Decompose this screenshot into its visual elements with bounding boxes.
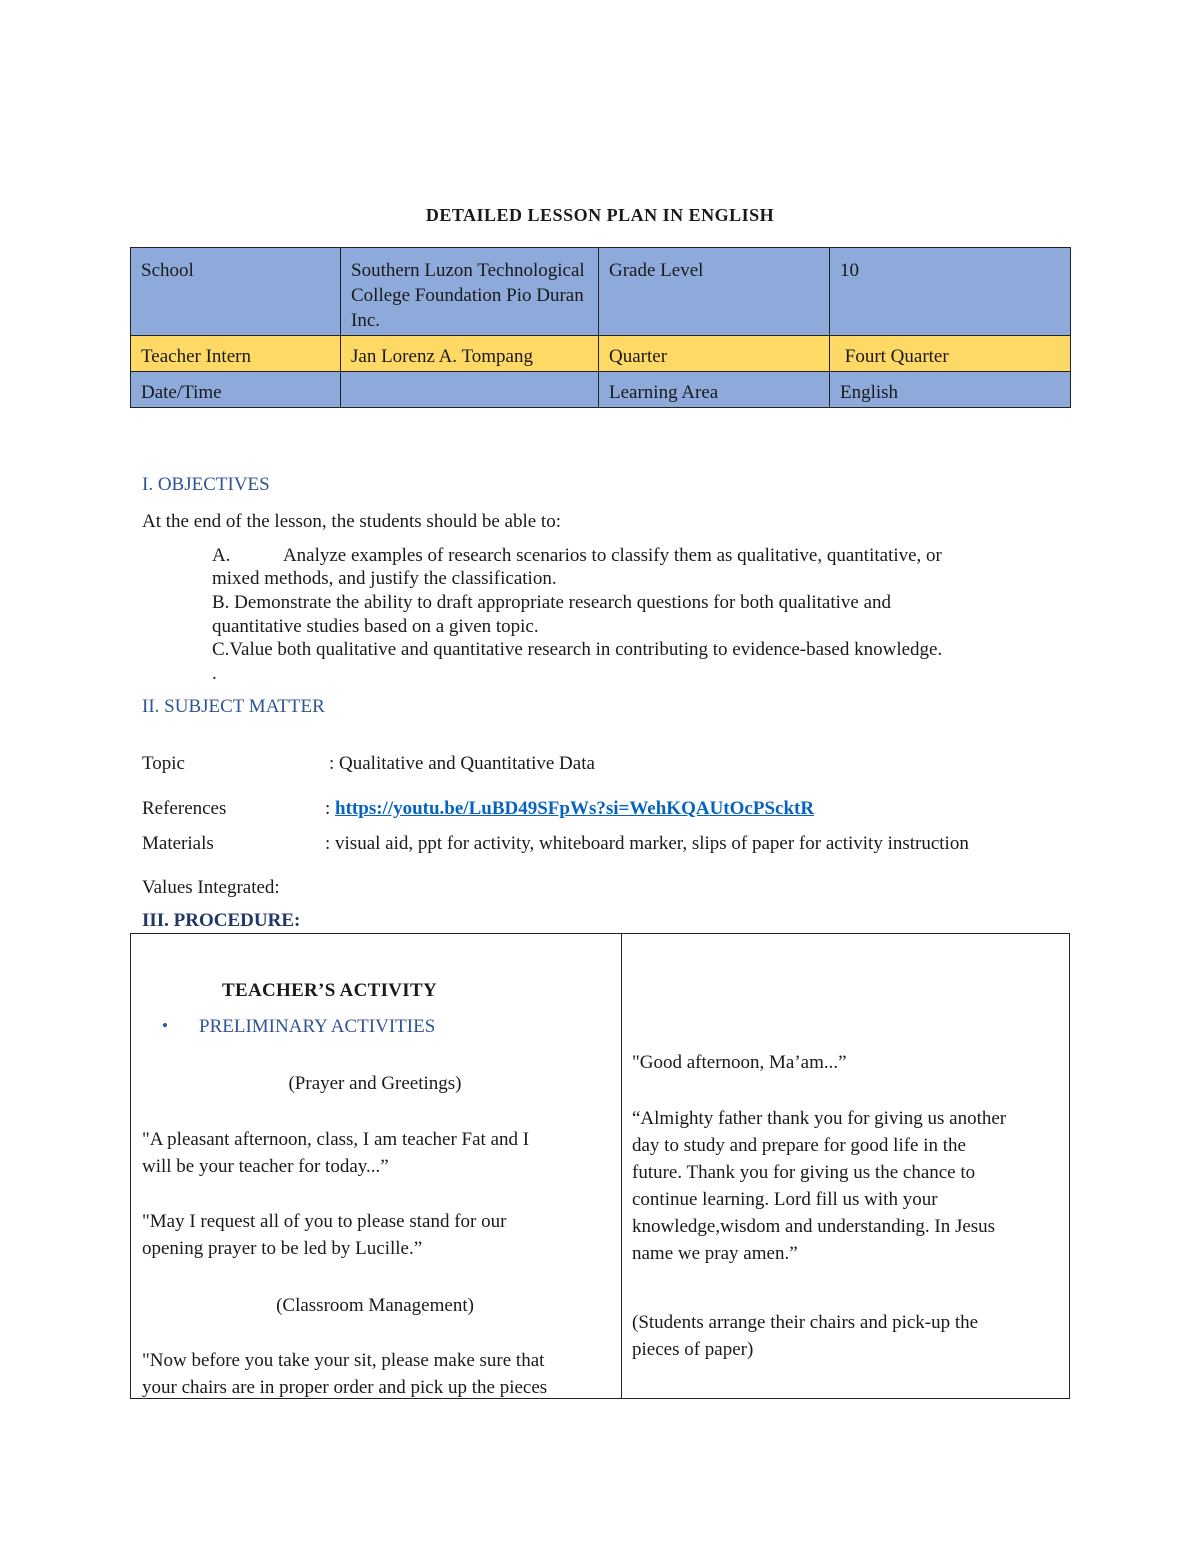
objective-a	[212, 544, 1062, 568]
info-cell: Fourt Quarter	[830, 336, 1071, 372]
table-row	[131, 336, 1071, 372]
teacher-activity-heading: TEACHER’S ACTIVITY	[222, 980, 437, 1001]
student-line: “Almighty father thank you for giving us another	[632, 1108, 1007, 1129]
preliminary-activities-heading: PRELIMINARY ACTIVITIES	[199, 1016, 436, 1037]
student-line: name we pray amen.”	[632, 1243, 798, 1264]
document-title: DETAILED LESSON PLAN IN ENGLISH	[425, 205, 775, 225]
references-label: References	[142, 798, 227, 819]
objective-b-continued: quantitative studies based on a given topic.	[212, 616, 539, 637]
objective-c: C.Value both qualitative and quantitative research in contributing to evidence-based knowledge.	[212, 639, 943, 660]
info-cell: Jan Lorenz A. Tompang	[341, 336, 599, 372]
references-link[interactable]: https://youtu.be/LuBD49SFpWs?si=WehKQAUtOcPScktR	[335, 798, 815, 819]
table-row	[131, 248, 1071, 336]
objective-b: B. Demonstrate the ability to draft appropriate research questions for both qualitative and	[212, 592, 892, 613]
topic-value: : Qualitative and Quantitative Data	[329, 753, 595, 774]
info-cell: Southern Luzon Technological College Foundation Pio Duran Inc.	[341, 248, 599, 336]
objective-trailing-dot: .	[212, 663, 217, 684]
info-cell: Grade Level	[599, 248, 830, 336]
info-cell: School	[131, 248, 341, 336]
student-line: (Students arrange their chairs and pick-up the	[632, 1312, 979, 1333]
table-row	[131, 372, 1071, 408]
lesson-info-table	[130, 247, 1071, 408]
classroom-management-label: (Classroom Management)	[276, 1295, 474, 1316]
topic-label: Topic	[142, 753, 185, 774]
teacher-line: "May I request all of you to please stand for our	[142, 1211, 507, 1232]
procedure-column-divider	[621, 933, 622, 1399]
references-colon: :	[325, 798, 336, 819]
student-line: continue learning. Lord fill us with your	[632, 1189, 938, 1210]
student-line: "Good afternoon, Ma’am...”	[632, 1052, 847, 1073]
objective-a-continued: mixed methods, and justify the classification.	[212, 568, 557, 589]
values-integrated-label: Values Integrated:	[142, 877, 280, 898]
teacher-line: opening prayer to be led by Lucille.”	[142, 1238, 423, 1259]
teacher-line: your chairs are in proper order and pick up the pieces	[142, 1377, 548, 1398]
info-cell: Quarter	[599, 336, 830, 372]
teacher-line: "Now before you take your sit, please make sure that	[142, 1350, 545, 1371]
subject-matter-heading: II. SUBJECT MATTER	[142, 696, 325, 717]
prayer-greetings-label: (Prayer and Greetings)	[288, 1073, 462, 1094]
objectives-intro: At the end of the lesson, the students should be able to:	[142, 511, 561, 532]
teacher-line: will be your teacher for today...”	[142, 1156, 389, 1177]
materials-label: Materials	[142, 833, 214, 854]
info-cell: 10	[830, 248, 1071, 336]
student-line: pieces of paper)	[632, 1339, 754, 1360]
info-cell	[341, 372, 599, 408]
info-cell: Date/Time	[131, 372, 341, 408]
procedure-heading: III. PROCEDURE:	[142, 910, 301, 931]
objective-a-text: Analyze examples of research scenarios to classify them as qualitative, quantitative, or	[282, 545, 942, 566]
objective-a-marker: A.	[212, 545, 231, 566]
teacher-line: "A pleasant afternoon, class, I am teacher Fat and I	[142, 1129, 530, 1150]
info-cell: Teacher Intern	[131, 336, 341, 372]
references-value	[325, 797, 814, 821]
student-line: knowledge,wisdom and understanding. In Jesus	[632, 1216, 996, 1237]
objectives-heading: I. OBJECTIVES	[142, 474, 270, 495]
info-cell: Learning Area	[599, 372, 830, 408]
materials-value: : visual aid, ppt for activity, whiteboard marker, slips of paper for activity instruction	[325, 833, 969, 854]
student-line: future. Thank you for giving us the chance to	[632, 1162, 976, 1183]
info-cell: English	[830, 372, 1071, 408]
bullet-icon: •	[162, 1016, 168, 1035]
student-line: day to study and prepare for good life in the	[632, 1135, 966, 1156]
